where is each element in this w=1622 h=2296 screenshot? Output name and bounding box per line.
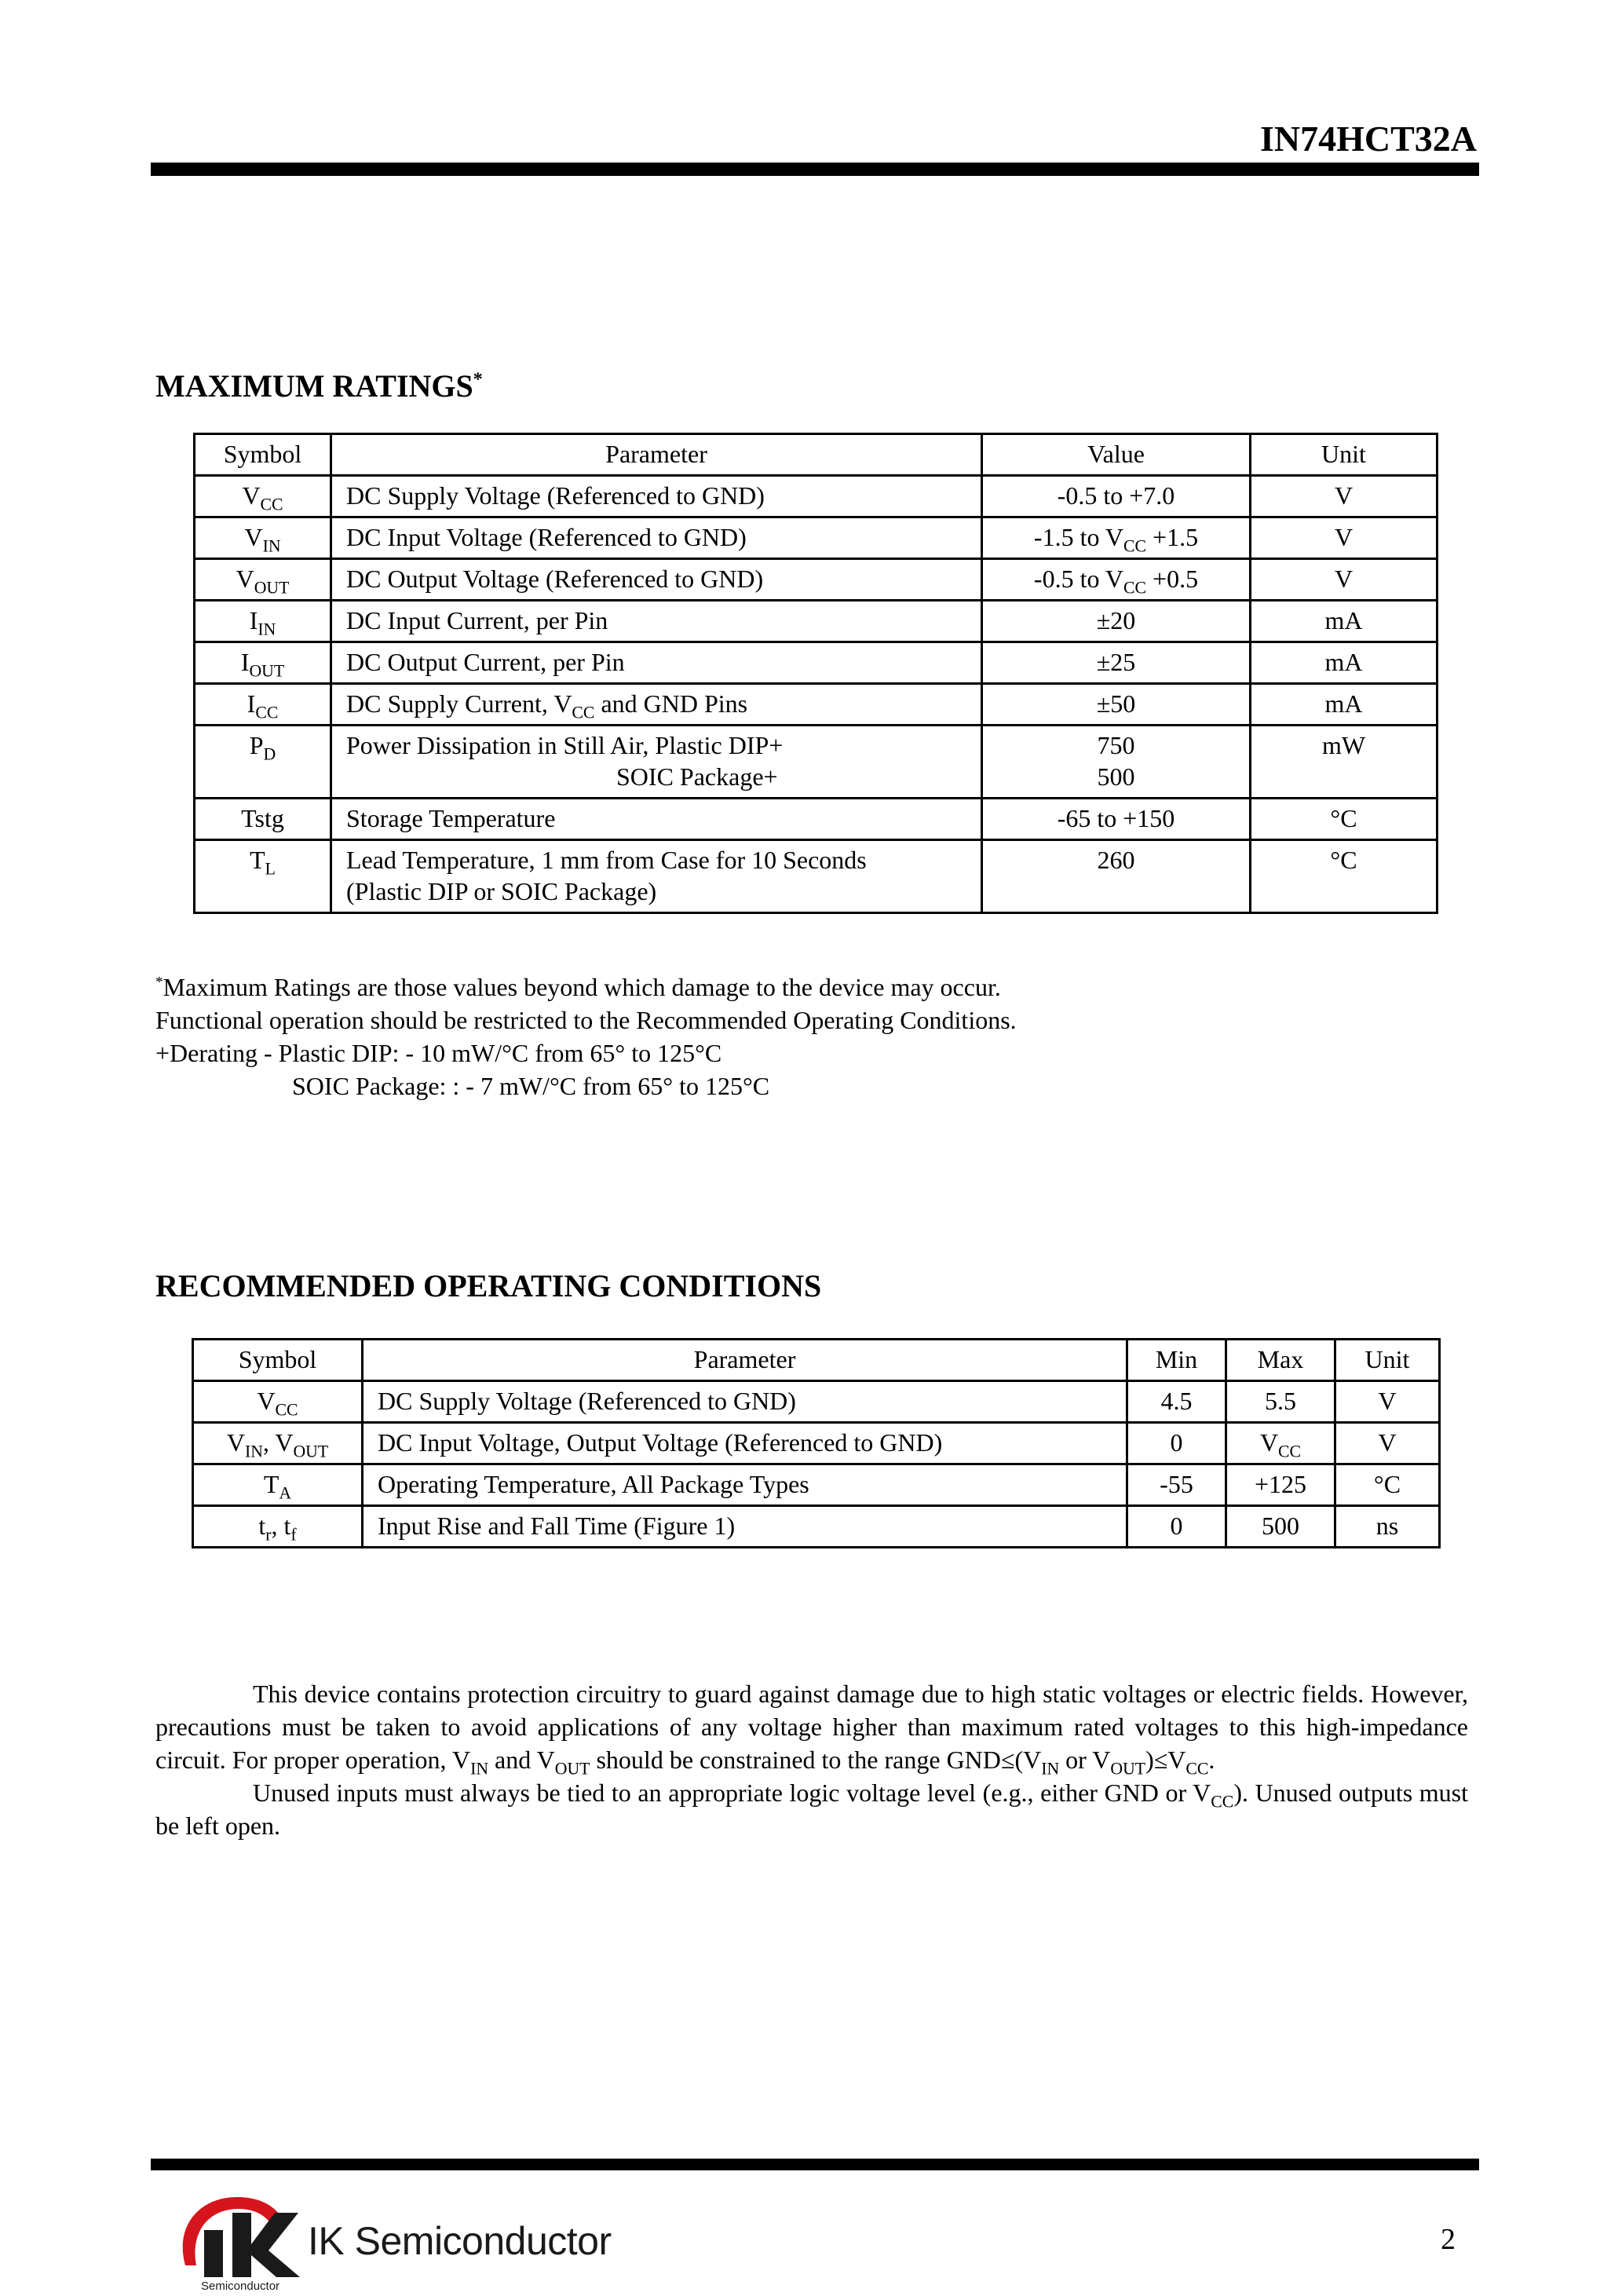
max-cell: $V_{CC}$	[1226, 1423, 1335, 1464]
value-cell: -0.5 to $V_{CC} +0.5$	[982, 559, 1251, 601]
svg-text:Semiconductor: Semiconductor	[201, 2280, 280, 2293]
min-cell: 0	[1127, 1423, 1226, 1464]
table-row	[195, 684, 1438, 726]
parameter-cell: DC Input Voltage, Output Voltage (Referenced to GND)	[363, 1423, 1127, 1464]
document-title: IN74HCT32A	[1259, 119, 1477, 159]
col-max: Max	[1226, 1340, 1335, 1381]
recommended-operating-conditions-title: RECOMMENDED OPERATING CONDITIONS	[155, 1268, 822, 1303]
parameter-cell: Operating Temperature, All Package Types	[363, 1464, 1127, 1506]
parameter-cell: DC Supply Voltage (Referenced to GND)	[363, 1381, 1127, 1423]
min-cell: 0	[1127, 1506, 1226, 1548]
company-name: IK Semiconductor	[308, 2219, 612, 2263]
maximum-ratings-notes	[155, 971, 1017, 1102]
parameter-cell: DC Supply Voltage (Referenced to GND)	[331, 476, 982, 517]
symbol-cell: $V_{CC}$	[193, 1381, 363, 1423]
value-cell: ±50	[982, 684, 1251, 726]
maximum-ratings-title: MAXIMUM RATINGS*	[155, 368, 483, 404]
symbol-cell: $T_L$	[195, 840, 331, 913]
unit-cell: °C	[1335, 1464, 1440, 1506]
table-row	[195, 517, 1438, 559]
table-row	[195, 840, 1438, 913]
parameter-cell: DC Supply Current, $V_{CC}$ and GND Pins	[331, 684, 982, 726]
unit-cell: mA	[1251, 601, 1438, 642]
unit-cell: V	[1251, 517, 1438, 559]
table-row	[195, 799, 1438, 840]
symbol-cell: $I_{OUT}$	[195, 642, 331, 684]
symbol-cell: $t_r$, $t_f$	[193, 1506, 363, 1548]
table-row	[195, 726, 1438, 799]
symbol-cell: $I_{IN}$	[195, 601, 331, 642]
unit-cell: ns	[1335, 1506, 1440, 1548]
table-row	[193, 1381, 1440, 1423]
table-row	[195, 559, 1438, 601]
parameter-cell: DC Input Voltage (Referenced to GND)	[331, 517, 982, 559]
min-cell: -55	[1127, 1464, 1226, 1506]
parameter-cell: Lead Temperature, 1 mm from Case for 10 Seconds (Plastic DIP or SOIC Package)	[331, 840, 982, 913]
col-min: Min	[1127, 1340, 1226, 1381]
table-row	[195, 642, 1438, 684]
col-symbol: Symbol	[193, 1340, 363, 1381]
min-cell: 4.5	[1127, 1381, 1226, 1423]
symbol-cell: $V_{OUT}$	[195, 559, 331, 601]
unit-cell: °C	[1251, 799, 1438, 840]
symbol-cell: $P_D$	[195, 726, 331, 799]
recommended-operating-conditions-table	[192, 1338, 1441, 1548]
note-line: *Maximum Ratings are those values beyond which damage to the device may occur.	[155, 973, 1001, 1001]
table-row	[193, 1423, 1440, 1464]
unit-cell: mW	[1251, 726, 1438, 799]
symbol-cell: $V_{IN}$	[195, 517, 331, 559]
table-row	[193, 1464, 1440, 1506]
col-unit: Unit	[1251, 434, 1438, 476]
table-header-row	[195, 434, 1438, 476]
max-cell: +125	[1226, 1464, 1335, 1506]
note-line: SOIC Package: : - 7 mW/°C from 65° to 125°C	[292, 1072, 770, 1100]
table-header-row	[193, 1340, 1440, 1381]
value-cell: ±20	[982, 601, 1251, 642]
unit-cell: V	[1251, 559, 1438, 601]
max-cell: 500	[1226, 1506, 1335, 1548]
col-symbol: Symbol	[195, 434, 331, 476]
unit-cell: V	[1251, 476, 1438, 517]
note-line: Functional operation should be restricted to the Recommended Operating Conditions.	[155, 1006, 1017, 1034]
col-parameter: Parameter	[331, 434, 982, 476]
unit-cell: mA	[1251, 684, 1438, 726]
parameter-cell: DC Output Current, per Pin	[331, 642, 982, 684]
parameter-cell: Input Rise and Fall Time (Figure 1)	[363, 1506, 1127, 1548]
symbol-cell: $V_{IN}$, $V_{OUT}$	[193, 1423, 363, 1464]
value-cell: 260	[982, 840, 1251, 913]
parameter-cell: DC Input Current, per Pin	[331, 601, 982, 642]
maximum-ratings-table	[193, 433, 1438, 914]
symbol-cell: $I_{CC}$	[195, 684, 331, 726]
unit-cell: V	[1335, 1381, 1440, 1423]
unit-cell: mA	[1251, 642, 1438, 684]
max-cell: 5.5	[1226, 1381, 1335, 1423]
value-cell: ±25	[982, 642, 1251, 684]
footer-rule	[151, 2159, 1479, 2170]
unit-cell: V	[1335, 1423, 1440, 1464]
value-cell: -65 to +150	[982, 799, 1251, 840]
value-cell: 750 500	[982, 726, 1251, 799]
col-value: Value	[982, 434, 1251, 476]
value-cell: -0.5 to +7.0	[982, 476, 1251, 517]
unit-cell: °C	[1251, 840, 1438, 913]
table-row	[195, 601, 1438, 642]
symbol-cell: Tstg	[195, 799, 331, 840]
parameter-cell: Storage Temperature	[331, 799, 982, 840]
parameter-cell: DC Output Voltage (Referenced to GND)	[331, 559, 982, 601]
col-parameter: Parameter	[363, 1340, 1127, 1381]
symbol-cell: $V_{CC}$	[195, 476, 331, 517]
col-unit: Unit	[1335, 1340, 1440, 1381]
page-number: 2	[1441, 2223, 1456, 2256]
value-cell: -1.5 to $V_{CC} +1.5$	[982, 517, 1251, 559]
paragraph: Unused inputs must always be tied to an appropriate logic voltage level (e.g., either GND or $V_{CC}$). Unused outputs must be left open.	[155, 1779, 1469, 1840]
header-rule	[151, 163, 1479, 176]
note-line: +Derating - Plastic DIP: - 10 mW/°C from 65° to 125°C	[155, 1039, 722, 1067]
symbol-cell: $T_A$	[193, 1464, 363, 1506]
protection-notes-text	[155, 1677, 1468, 1842]
table-row	[193, 1506, 1440, 1548]
table-row	[195, 476, 1438, 517]
paragraph: This device contains protection circuitry to guard against damage due to high static voltages or electric fields. However, precautions must be taken to avoid applications of any voltage higher than maximum rated voltages to this high-impedance circuit. For proper operation, $V_{IN}$ and $V_{OUT}$ should be constrained to the range $GND\le(V_{IN}$ or $V_{OUT})\le V_{CC}$.	[155, 1680, 1468, 1779]
parameter-cell: Power Dissipation in Still Air, Plastic DIP+ SOIC Package+	[331, 726, 982, 799]
